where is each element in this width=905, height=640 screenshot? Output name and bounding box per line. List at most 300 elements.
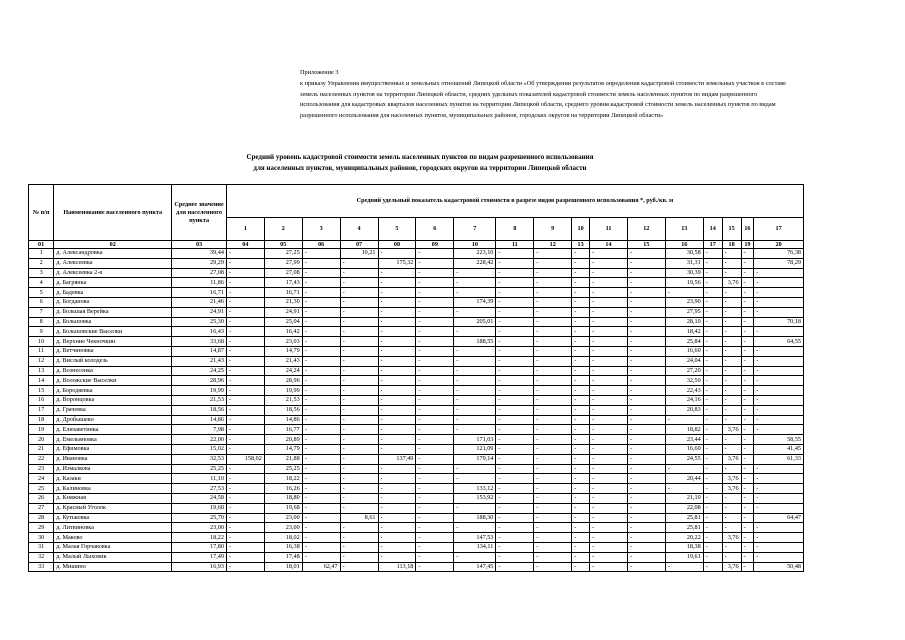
table-cell: 23,03: [264, 337, 302, 347]
table-cell: -: [378, 327, 416, 337]
table-cell: -: [741, 513, 754, 523]
table-cell: -: [340, 405, 378, 415]
table-cell: -: [534, 337, 572, 347]
table-cell: 8,61: [340, 513, 378, 523]
table-row: [29, 395, 804, 405]
table-cell: -: [722, 366, 741, 376]
settlement-name: д. Воронцовка: [54, 395, 172, 405]
table-cell: -: [340, 327, 378, 337]
table-cell: 147,45: [454, 562, 496, 572]
table-cell: -: [741, 552, 754, 562]
table-cell: -: [572, 464, 590, 474]
table-cell: -: [302, 542, 340, 552]
table-cell: 16,38: [264, 542, 302, 552]
row-number: 10: [29, 337, 54, 347]
table-cell: -: [754, 307, 804, 317]
table-cell: 32,53: [172, 454, 227, 464]
settlement-name: д. Багрянка: [54, 278, 172, 288]
table-cell: 24,16: [665, 395, 703, 405]
table-cell: -: [572, 562, 590, 572]
table-cell: -: [754, 297, 804, 307]
table-cell: -: [454, 268, 496, 278]
header-code-17: 17: [703, 241, 722, 249]
table-cell: -: [703, 337, 722, 347]
table-row: [29, 533, 804, 543]
table-cell: 21,53: [264, 395, 302, 405]
table-cell: -: [590, 337, 628, 347]
table-cell: 16,77: [264, 425, 302, 435]
table-cell: -: [703, 297, 722, 307]
table-cell: -: [627, 249, 665, 259]
table-cell: -: [741, 415, 754, 425]
table-cell: -: [340, 444, 378, 454]
header-vid-2: 2: [264, 218, 302, 241]
table-cell: -: [627, 258, 665, 268]
table-cell: -: [302, 376, 340, 386]
table-cell: -: [226, 542, 264, 552]
table-cell: 16,93: [172, 562, 227, 572]
header-code-03: 03: [172, 241, 227, 249]
table-cell: -: [572, 395, 590, 405]
table-cell: -: [454, 395, 496, 405]
table-cell: -: [572, 376, 590, 386]
row-number: 32: [29, 552, 54, 562]
header-code-01: 01: [29, 241, 54, 249]
table-cell: -: [496, 356, 534, 366]
table-cell: -: [454, 327, 496, 337]
table-cell: -: [572, 386, 590, 396]
table-cell: -: [754, 484, 804, 494]
table-cell: -: [754, 366, 804, 376]
header-name: Наименование населенного пункта: [54, 185, 172, 241]
table-cell: -: [590, 503, 628, 513]
table-cell: -: [302, 454, 340, 464]
table-cell: -: [302, 493, 340, 503]
table-cell: -: [340, 542, 378, 552]
table-cell: -: [226, 356, 264, 366]
row-number: 30: [29, 533, 54, 543]
row-number: 15: [29, 386, 54, 396]
table-cell: -: [741, 523, 754, 533]
header-code-04: 04: [226, 241, 264, 249]
table-cell: -: [722, 444, 741, 454]
table-cell: -: [722, 464, 741, 474]
table-cell: -: [572, 444, 590, 454]
settlement-name: д. Малый Лыховик: [54, 552, 172, 562]
table-cell: -: [226, 552, 264, 562]
table-cell: -: [226, 435, 264, 445]
table-cell: -: [454, 474, 496, 484]
table-cell: -: [741, 386, 754, 396]
table-row: [29, 454, 804, 464]
row-number: 21: [29, 444, 54, 454]
row-number: 5: [29, 288, 54, 298]
table-cell: -: [703, 493, 722, 503]
table-cell: -: [627, 425, 665, 435]
table-cell: -: [627, 278, 665, 288]
header-vid-10: 10: [572, 218, 590, 241]
table-cell: -: [627, 454, 665, 464]
table-cell: -: [226, 503, 264, 513]
table-cell: -: [226, 346, 264, 356]
table-cell: -: [378, 307, 416, 317]
table-cell: 25,70: [172, 513, 227, 523]
table-cell: -: [378, 533, 416, 543]
table-cell: -: [703, 562, 722, 572]
table-cell: -: [340, 386, 378, 396]
table-cell: -: [302, 484, 340, 494]
table-cell: -: [722, 268, 741, 278]
row-number: 28: [29, 513, 54, 523]
table-cell: -: [754, 523, 804, 533]
table-row: [29, 249, 804, 259]
table-cell: -: [416, 268, 454, 278]
table-cell: -: [454, 366, 496, 376]
table-cell: 21,88: [264, 454, 302, 464]
table-cell: -: [340, 366, 378, 376]
table-cell: -: [534, 268, 572, 278]
table-cell: -: [226, 405, 264, 415]
table-cell: -: [741, 405, 754, 415]
table-row: [29, 503, 804, 513]
header-vid-14: 14: [703, 218, 722, 241]
table-row: [29, 562, 804, 572]
table-cell: -: [590, 415, 628, 425]
table-cell: -: [627, 523, 665, 533]
table-cell: -: [590, 249, 628, 259]
table-cell: -: [340, 454, 378, 464]
table-cell: -: [572, 356, 590, 366]
table-cell: -: [703, 454, 722, 464]
table-cell: 25,25: [264, 464, 302, 474]
table-cell: -: [741, 327, 754, 337]
table-cell: -: [722, 405, 741, 415]
settlement-name: д. Воложские Выселки: [54, 376, 172, 386]
table-cell: -: [741, 268, 754, 278]
table-cell: 7,98: [172, 425, 227, 435]
table-cell: 27,08: [172, 268, 227, 278]
table-cell: 27,95: [665, 307, 703, 317]
table-cell: -: [754, 493, 804, 503]
table-cell: -: [378, 366, 416, 376]
table-cell: -: [722, 513, 741, 523]
table-cell: 17,43: [264, 278, 302, 288]
table-cell: 23,44: [665, 435, 703, 445]
table-cell: -: [302, 288, 340, 298]
table-cell: 27,20: [665, 366, 703, 376]
table-cell: -: [496, 493, 534, 503]
table-cell: -: [703, 366, 722, 376]
table-cell: -: [534, 386, 572, 396]
table-cell: -: [302, 474, 340, 484]
settlement-name: д. Богданова: [54, 297, 172, 307]
table-cell: -: [226, 513, 264, 523]
table-row: [29, 435, 804, 445]
header-group: Средний удельный показатель кадастровой стоимости в разрезе видов разрешенного использования *, руб./кв. м: [226, 185, 803, 218]
table-cell: 16,42: [264, 327, 302, 337]
table-cell: -: [722, 346, 741, 356]
table-cell: -: [590, 307, 628, 317]
table-cell: 18,42: [665, 327, 703, 337]
table-cell: -: [534, 258, 572, 268]
table-cell: -: [302, 346, 340, 356]
header-vid-7: 7: [454, 218, 496, 241]
table-cell: -: [378, 425, 416, 435]
row-number: 33: [29, 562, 54, 572]
table-cell: -: [722, 523, 741, 533]
table-cell: 179,14: [454, 454, 496, 464]
table-cell: 19,56: [665, 278, 703, 288]
table-cell: -: [340, 346, 378, 356]
table-cell: -: [302, 258, 340, 268]
table-cell: -: [416, 327, 454, 337]
row-number: 24: [29, 474, 54, 484]
table-cell: -: [302, 356, 340, 366]
table-cell: -: [534, 484, 572, 494]
table-cell: -: [590, 386, 628, 396]
table-cell: -: [534, 542, 572, 552]
table-cell: -: [416, 503, 454, 513]
table-cell: 3,76: [722, 533, 741, 543]
settlement-name: д. Алексеевка 2-я: [54, 268, 172, 278]
table-row: [29, 356, 804, 366]
settlement-name: д. Калиновка: [54, 484, 172, 494]
table-cell: -: [302, 366, 340, 376]
table-cell: -: [416, 337, 454, 347]
table-cell: -: [754, 405, 804, 415]
table-cell: -: [378, 464, 416, 474]
table-cell: 16,43: [172, 327, 227, 337]
table-cell: -: [416, 258, 454, 268]
table-cell: -: [416, 435, 454, 445]
table-cell: 133,12: [454, 484, 496, 494]
header-code-10: 10: [454, 241, 496, 249]
table-cell: -: [302, 513, 340, 523]
table-cell: -: [378, 376, 416, 386]
table-cell: -: [340, 268, 378, 278]
table-cell: -: [722, 542, 741, 552]
table-cell: -: [741, 258, 754, 268]
table-cell: -: [703, 346, 722, 356]
table-cell: -: [416, 552, 454, 562]
table-cell: -: [627, 444, 665, 454]
row-number: 18: [29, 415, 54, 425]
table-cell: -: [572, 405, 590, 415]
table-cell: -: [534, 503, 572, 513]
table-cell: 78,29: [754, 258, 804, 268]
settlement-name: д. Измалкова: [54, 464, 172, 474]
table-cell: -: [378, 405, 416, 415]
table-cell: 17,80: [172, 542, 227, 552]
table-cell: -: [340, 523, 378, 533]
table-cell: 25,81: [665, 523, 703, 533]
table-cell: -: [590, 484, 628, 494]
table-cell: -: [378, 395, 416, 405]
table-cell: -: [454, 278, 496, 288]
table-cell: -: [703, 415, 722, 425]
table-cell: -: [741, 307, 754, 317]
table-cell: 33,68: [172, 337, 227, 347]
table-cell: 58,55: [754, 435, 804, 445]
table-cell: -: [703, 268, 722, 278]
row-number: 29: [29, 523, 54, 533]
table-cell: -: [454, 523, 496, 533]
header-avg: Среднее значение для населенного пункта: [172, 185, 227, 241]
table-cell: 76,38: [754, 249, 804, 259]
header-vid-15: 15: [722, 218, 741, 241]
table-cell: -: [627, 317, 665, 327]
table-cell: -: [340, 356, 378, 366]
table-header-row: [29, 185, 804, 218]
settlement-name: д. Литвиновка: [54, 523, 172, 533]
table-cell: 64,55: [754, 337, 804, 347]
table-cell: 20,89: [264, 435, 302, 445]
table-cell: 158,02: [226, 454, 264, 464]
header-vid-9: 9: [534, 218, 572, 241]
table-cell: -: [226, 562, 264, 572]
table-cell: -: [416, 386, 454, 396]
table-cell: -: [703, 288, 722, 298]
table-cell: -: [302, 307, 340, 317]
table-cell: 27,53: [172, 484, 227, 494]
table-cell: 20,44: [665, 474, 703, 484]
table-cell: -: [572, 454, 590, 464]
header-code-02: 02: [54, 241, 172, 249]
table-cell: -: [590, 454, 628, 464]
table-cell: -: [416, 366, 454, 376]
table-cell: -: [340, 395, 378, 405]
table-cell: 16,60: [665, 346, 703, 356]
row-number: 22: [29, 454, 54, 464]
table-cell: -: [302, 327, 340, 337]
table-cell: -: [741, 376, 754, 386]
table-cell: -: [378, 435, 416, 445]
table-cell: -: [572, 268, 590, 278]
table-cell: -: [534, 366, 572, 376]
table-cell: -: [703, 474, 722, 484]
table-cell: -: [534, 444, 572, 454]
table-cell: -: [378, 513, 416, 523]
table-cell: -: [496, 366, 534, 376]
table-cell: -: [754, 464, 804, 474]
table-cell: -: [302, 503, 340, 513]
table-cell: -: [454, 386, 496, 396]
table-cell: -: [226, 307, 264, 317]
table-cell: -: [703, 435, 722, 445]
table-cell: -: [534, 317, 572, 327]
table-cell: 25,81: [665, 513, 703, 523]
header-vid-8: 8: [496, 218, 534, 241]
table-cell: -: [378, 288, 416, 298]
table-cell: -: [665, 464, 703, 474]
table-row: [29, 464, 804, 474]
table-cell: -: [590, 288, 628, 298]
table-cell: 3,76: [722, 278, 741, 288]
table-cell: -: [722, 415, 741, 425]
table-cell: 41,45: [754, 444, 804, 454]
table-cell: 29,29: [172, 258, 227, 268]
settlement-name: д. Елизаветинка: [54, 425, 172, 435]
table-cell: 11,10: [172, 474, 227, 484]
table-cell: -: [627, 542, 665, 552]
settlement-name: д. Бородяевка: [54, 386, 172, 396]
table-cell: -: [302, 552, 340, 562]
table-cell: -: [741, 288, 754, 298]
table-cell: -: [454, 376, 496, 386]
table-cell: -: [627, 405, 665, 415]
table-cell: -: [340, 258, 378, 268]
table-cell: 61,33: [754, 454, 804, 464]
table-cell: 24,91: [264, 307, 302, 317]
table-cell: -: [416, 346, 454, 356]
table-cell: -: [534, 523, 572, 533]
table-cell: -: [496, 327, 534, 337]
table-cell: -: [496, 523, 534, 533]
row-number: 11: [29, 346, 54, 356]
table-cell: 3,76: [722, 474, 741, 484]
table-cell: -: [496, 297, 534, 307]
settlement-name: д. Княжная: [54, 493, 172, 503]
table-row: [29, 444, 804, 454]
settlement-name: д. Емельяновка: [54, 435, 172, 445]
table-cell: -: [627, 484, 665, 494]
table-cell: -: [741, 533, 754, 543]
table-cell: -: [496, 444, 534, 454]
table-cell: -: [590, 542, 628, 552]
settlement-name: д. Кутьковка: [54, 513, 172, 523]
header-vid-11: 11: [590, 218, 628, 241]
table-cell: -: [416, 454, 454, 464]
table-cell: -: [590, 327, 628, 337]
table-cell: -: [754, 542, 804, 552]
table-cell: -: [496, 513, 534, 523]
table-cell: -: [416, 395, 454, 405]
table-cell: -: [627, 513, 665, 523]
table-cell: -: [754, 552, 804, 562]
table-cell: -: [722, 395, 741, 405]
table-cell: 28,96: [264, 376, 302, 386]
header-code-05: 05: [264, 241, 302, 249]
table-cell: -: [703, 327, 722, 337]
table-cell: -: [496, 395, 534, 405]
table-cell: -: [572, 249, 590, 259]
table-cell: -: [496, 278, 534, 288]
table-cell: -: [703, 258, 722, 268]
appendix-block: [300, 68, 790, 122]
settlement-name: д. Казаки: [54, 474, 172, 484]
table-cell: -: [703, 552, 722, 562]
table-cell: -: [416, 493, 454, 503]
table-row: [29, 552, 804, 562]
table-cell: -: [340, 464, 378, 474]
table-cell: -: [722, 503, 741, 513]
table-cell: -: [754, 288, 804, 298]
table-cell: -: [703, 317, 722, 327]
table-cell: -: [302, 268, 340, 278]
settlement-name: д. Александровка: [54, 249, 172, 259]
table-cell: -: [590, 474, 628, 484]
table-cell: -: [590, 356, 628, 366]
table-cell: -: [572, 484, 590, 494]
table-cell: -: [741, 395, 754, 405]
table-cell: 14,79: [264, 444, 302, 454]
table-cell: -: [741, 464, 754, 474]
settlement-name: д. Красный Уголок: [54, 503, 172, 513]
table-cell: -: [741, 317, 754, 327]
table-cell: -: [627, 297, 665, 307]
table-cell: 31,31: [665, 258, 703, 268]
table-cell: -: [496, 317, 534, 327]
